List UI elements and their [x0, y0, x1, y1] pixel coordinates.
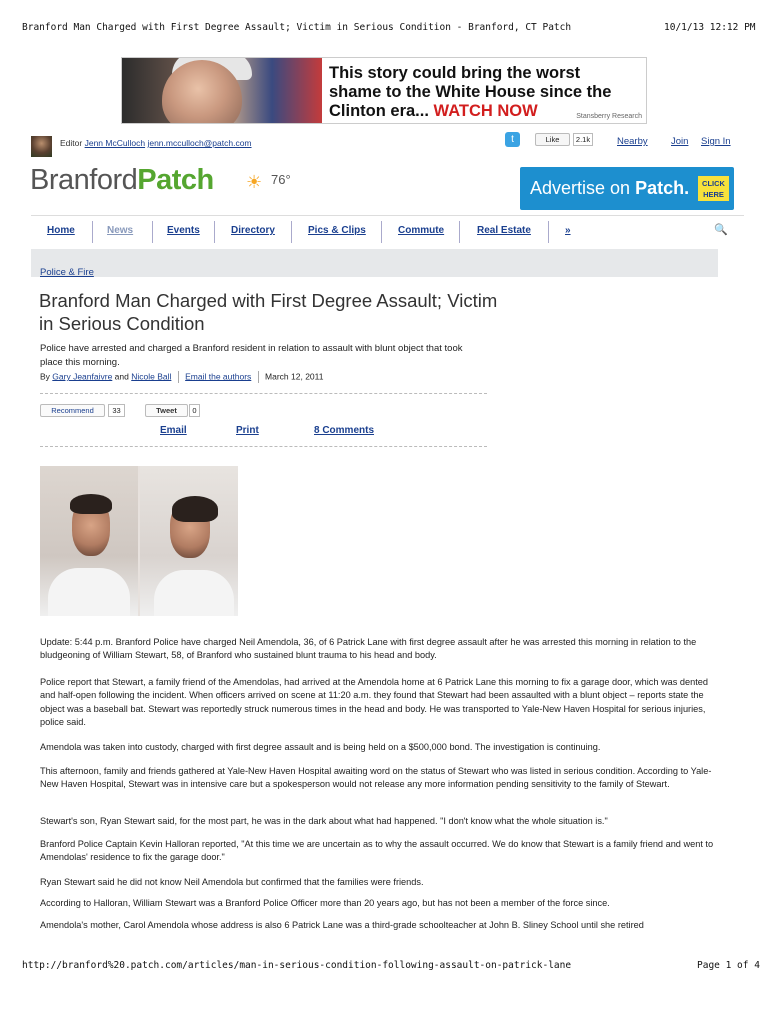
article-dek: Police have arrested and charged a Branford resident in relation to assault with blunt object that took place this morning. [40, 343, 463, 368]
tweet-count: 0 [189, 404, 200, 417]
article-date: March 12, 2011 [265, 371, 324, 382]
byline: By Gary Jeanfaivre and Nicole Ball Email the authors March 12, 2011 [40, 371, 324, 382]
recommend-button[interactable]: Recommend [40, 404, 105, 417]
search-icon[interactable]: 🔍 [714, 224, 728, 236]
nav-real-estate[interactable]: Real Estate [477, 225, 531, 236]
nearby-link[interactable]: Nearby [617, 136, 648, 147]
article-paragraph: According to Halloran, William Stewart was a Branford Police Officer more than 20 years ago, but has not been a member of the force since. [40, 898, 610, 908]
article-paragraph: Stewart's son, Ryan Stewart said, for the most part, he was in the dark about what had happened. "I don't know what the whole situation is." [40, 816, 608, 826]
editor-avatar [31, 136, 52, 157]
mugshot-photo[interactable] [40, 466, 238, 616]
editor-line: Editor Jenn McCulloch jenn.mcculloch@patch.com [60, 138, 252, 148]
print-footer-page: Page 1 of 4 [697, 960, 760, 971]
like-count: 2.1k [573, 133, 593, 146]
ad-watch-now: WATCH NOW [433, 102, 538, 120]
email-authors-link[interactable]: Email the authors [185, 371, 252, 382]
article-title: Branford Man Charged with First Degree Assault; Victim in Serious Condition [39, 290, 498, 334]
nav-home[interactable]: Home [47, 225, 75, 236]
author-link[interactable]: Nicole Ball [131, 371, 172, 382]
divider [40, 393, 487, 394]
sign-in-link[interactable]: Sign In [701, 136, 731, 147]
article-paragraph: Police report that Stewart, a family friend of the Amendolas, had arrived at the Amendola home at 6 Patrick Lane this morning to fix a garage door, which was dented and half-open following the incident. When officers arrived on scene at 11:20 a.m. they found that Stewart had been assaulted with a blunt object – reports state the object was a baseball bat. Stewart was reportedly struck numerous times in the head and body. He was transported to Yale-New Haven Hospital for serious injuries, police said. [40, 677, 708, 728]
comments-link[interactable]: 8 Comments [314, 425, 375, 436]
article-paragraph: Amendola's mother, Carol Amendola whose address is also 6 Patrick Lane was a third-grade schoolteacher at John B. Sliney School until she retired [40, 920, 644, 930]
print-link[interactable]: Print [236, 425, 259, 436]
advertise-on-patch-banner[interactable]: Advertise on Patch. CLICK HERE [520, 167, 734, 210]
facebook-like-button[interactable]: Like [535, 133, 570, 146]
main-nav [31, 215, 744, 249]
ad-source: Stansberry Research [576, 113, 642, 120]
article-paragraph: Branford Police Captain Kevin Halloran reported, "At this time we are uncertain as to why the assault occurred. We do know that Stewart is a family friend and went to Amendolas' residence to fix the garage door." [40, 839, 714, 863]
nav-directory[interactable]: Directory [231, 225, 275, 236]
article-paragraph: Update: 5:44 p.m. Branford Police have charged Neil Amendola, 36, of 6 Patrick Lane with first degree assault after he was arrested this morning in relation to the bludgeoning of William Stewart, 58, of Branford who sustained blunt trauma to his head and body. [40, 637, 697, 661]
recommend-count: 33 [108, 404, 125, 417]
divider [40, 446, 487, 447]
twitter-icon[interactable]: t [505, 132, 520, 147]
author-link[interactable]: Gary Jeanfaivre [52, 371, 113, 382]
article-paragraph: Amendola was taken into custody, charged with first degree assault and is being held on a $500,000 bond. The investigation is continuing. [40, 742, 601, 752]
article-paragraph: Ryan Stewart said he did not know Neil Amendola but confirmed that the families were friends. [40, 877, 424, 887]
nav-more[interactable]: » [565, 225, 571, 236]
nav-news[interactable]: News [107, 225, 134, 236]
branford-patch-logo[interactable]: BranfordPatch [30, 164, 214, 196]
article-paragraph: This afternoon, family and friends gathered at Yale-New Haven Hospital awaiting word on the status of Stewart who was listed in serious condition. According to Yale-New Haven Hospital, Stewart was in intensive care but a spokesperson would not release any more information pending sensitivity to the family of Stewart. [40, 766, 712, 790]
ad-headline[interactable]: This story could bring the worst shame to the White House since the Clinton era... WATCH NOW [329, 64, 612, 120]
join-link[interactable]: Join [671, 136, 689, 147]
subnav-bar [31, 249, 718, 277]
print-header-date: 10/1/13 12:12 PM [664, 22, 756, 33]
ad-banner[interactable] [121, 57, 647, 124]
nav-pics-clips[interactable]: Pics & Clips [308, 225, 366, 236]
nav-commute[interactable]: Commute [398, 225, 445, 236]
tweet-button[interactable]: Tweet [145, 404, 188, 417]
ad-photo [122, 58, 322, 124]
click-here-badge[interactable]: CLICK HERE [698, 176, 729, 201]
editor-name-link[interactable]: Jenn McCulloch [84, 138, 146, 148]
temperature: 76° [271, 172, 291, 187]
sun-icon: ☀ [246, 172, 263, 192]
email-link[interactable]: Email [160, 425, 187, 436]
editor-email-link[interactable]: jenn.mcculloch@patch.com [147, 138, 252, 148]
print-header-title: Branford Man Charged with First Degree Assault; Victim in Serious Condition - Branford, CT Patch [22, 22, 572, 33]
print-footer-url: http://branford%20.patch.com/articles/man-in-serious-condition-following-assault-on-patrick-lane [22, 960, 572, 971]
category-link[interactable]: Police & Fire [40, 267, 94, 278]
nav-events[interactable]: Events [167, 225, 200, 236]
